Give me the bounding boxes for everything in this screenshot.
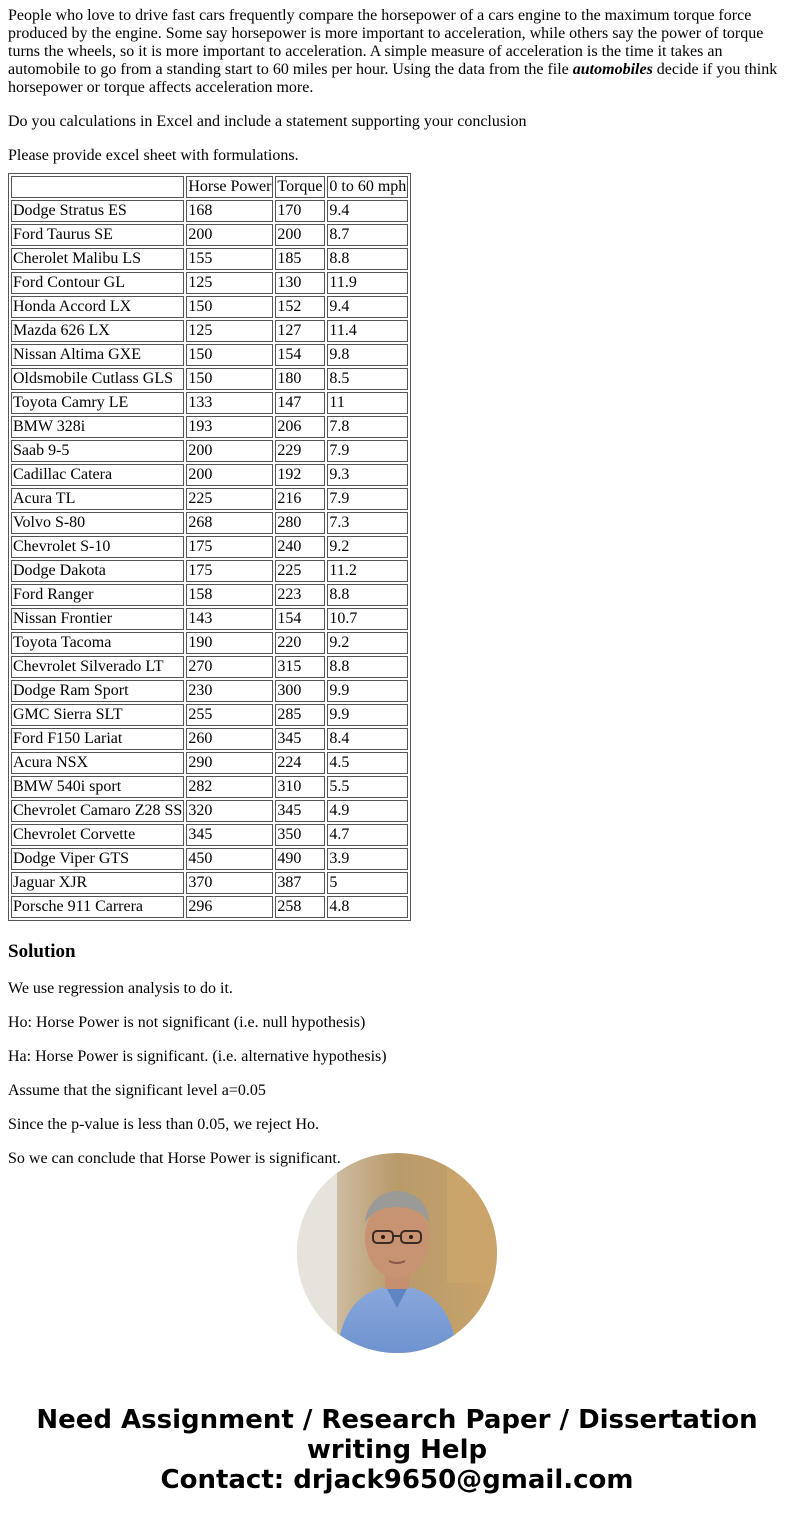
table-cell: 8.8 [327, 584, 408, 606]
table-cell: Dodge Viper GTS [11, 848, 184, 870]
table-cell: 7.9 [327, 440, 408, 462]
table-row [11, 752, 408, 774]
table-cell: 270 [186, 656, 273, 678]
avatar-portrait [297, 1153, 497, 1353]
table-cell: 9.9 [327, 704, 408, 726]
table-cell: 8.8 [327, 656, 408, 678]
table-cell: 175 [186, 560, 273, 582]
table-cell: 490 [275, 848, 325, 870]
table-cell: 133 [186, 392, 273, 414]
file-name: automobiles [572, 61, 653, 78]
table-row [11, 248, 408, 270]
table-cell: 260 [186, 728, 273, 750]
table-cell: 143 [186, 608, 273, 630]
table-cell: 7.8 [327, 416, 408, 438]
table-cell: 206 [275, 416, 325, 438]
table-cell: 150 [186, 368, 273, 390]
table-row [11, 392, 408, 414]
table-cell: Saab 9-5 [11, 440, 184, 462]
table-row [11, 368, 408, 390]
table-cell: 193 [186, 416, 273, 438]
intro-text-after: decide if you think horsepower or torque affects acceleration more. [8, 61, 778, 96]
table-row [11, 800, 408, 822]
table-cell: Jaguar XJR [11, 872, 184, 894]
table-cell: 268 [186, 512, 273, 534]
instruction-excel: Do you calculations in Excel and include a statement supporting your conclusion [8, 113, 527, 130]
table-row [11, 512, 408, 534]
table-cell: Dodge Dakota [11, 560, 184, 582]
table-cell: 255 [186, 704, 273, 726]
table-row [11, 344, 408, 366]
table-cell: 180 [275, 368, 325, 390]
table-cell: 8.4 [327, 728, 408, 750]
table-cell: 185 [275, 248, 325, 270]
footer-line: writing Help [306, 1435, 488, 1465]
table-cell: 11.4 [327, 320, 408, 342]
footer-line: Need Assignment / Research Paper / Dissertation [36, 1405, 758, 1435]
automobiles-table [8, 173, 411, 921]
table-row [11, 584, 408, 606]
table-cell: Honda Accord LX [11, 296, 184, 318]
solution-line: Ho: Horse Power is not significant (i.e. null hypothesis) [8, 1014, 366, 1031]
solution-line: Assume that the significant level a=0.05 [8, 1082, 266, 1099]
table-cell: 450 [186, 848, 273, 870]
table-cell: 9.2 [327, 536, 408, 558]
table-row [11, 776, 408, 798]
table-cell: 9.9 [327, 680, 408, 702]
table-cell: 4.5 [327, 752, 408, 774]
table-cell: 240 [275, 536, 325, 558]
table-cell: Chevrolet Corvette [11, 824, 184, 846]
table-cell: 8.7 [327, 224, 408, 246]
table-cell: 200 [186, 224, 273, 246]
table-cell: Toyota Tacoma [11, 632, 184, 654]
table-cell: 9.8 [327, 344, 408, 366]
footer-banner [0, 1405, 794, 1495]
table-cell: 190 [186, 632, 273, 654]
table-cell: 200 [275, 224, 325, 246]
table-cell: Chevrolet S-10 [11, 536, 184, 558]
table-row [11, 824, 408, 846]
table-cell: 4.8 [327, 896, 408, 918]
table-header-cell: Horse Power [186, 176, 273, 198]
table-cell: 11.2 [327, 560, 408, 582]
table-cell: 225 [275, 560, 325, 582]
table-row [11, 536, 408, 558]
table-cell: 296 [186, 896, 273, 918]
table-cell: 4.7 [327, 824, 408, 846]
table-cell: 224 [275, 752, 325, 774]
table-cell: 154 [275, 344, 325, 366]
solution-line: Since the p-value is less than 0.05, we reject Ho. [8, 1116, 320, 1133]
table-cell: 200 [186, 464, 273, 486]
table-row [11, 488, 408, 510]
table-header-cell [11, 176, 184, 198]
table-cell: 315 [275, 656, 325, 678]
table-row [11, 320, 408, 342]
table-cell: 216 [275, 488, 325, 510]
table-row [11, 224, 408, 246]
table-cell: 8.8 [327, 248, 408, 270]
table-cell: 158 [186, 584, 273, 606]
table-cell: Dodge Ram Sport [11, 680, 184, 702]
table-cell: Ford Taurus SE [11, 224, 184, 246]
table-cell: Oldsmobile Cutlass GLS [11, 368, 184, 390]
table-cell: 9.4 [327, 200, 408, 222]
table-cell: BMW 540i sport [11, 776, 184, 798]
table-cell: 175 [186, 536, 273, 558]
table-cell: 127 [275, 320, 325, 342]
table-cell: 9.4 [327, 296, 408, 318]
table-cell: 320 [186, 800, 273, 822]
table-cell: Toyota Camry LE [11, 392, 184, 414]
table-cell: 150 [186, 296, 273, 318]
table-cell: Ford Contour GL [11, 272, 184, 294]
table-cell: 5 [327, 872, 408, 894]
table-cell: 345 [275, 800, 325, 822]
table-cell: Chevrolet Silverado LT [11, 656, 184, 678]
table-cell: 225 [186, 488, 273, 510]
solution-line: So we can conclude that Horse Power is significant. [8, 1150, 341, 1167]
table-cell: 220 [275, 632, 325, 654]
table-cell: Volvo S-80 [11, 512, 184, 534]
table-cell: Mazda 626 LX [11, 320, 184, 342]
table-cell: 3.9 [327, 848, 408, 870]
table-row [11, 704, 408, 726]
table-row [11, 896, 408, 918]
table-row [11, 200, 408, 222]
table-cell: 200 [186, 440, 273, 462]
table-cell: 155 [186, 248, 273, 270]
table-cell: 280 [275, 512, 325, 534]
table-cell: 11.9 [327, 272, 408, 294]
footer-contact: Contact: drjack9650@gmail.com [160, 1465, 634, 1495]
table-cell: 310 [275, 776, 325, 798]
table-row [11, 848, 408, 870]
table-header-cell: 0 to 60 mph [327, 176, 408, 198]
table-cell: 125 [186, 320, 273, 342]
table-row [11, 872, 408, 894]
table-cell: 11 [327, 392, 408, 414]
table-cell: 285 [275, 704, 325, 726]
table-cell: Acura NSX [11, 752, 184, 774]
table-cell: 147 [275, 392, 325, 414]
table-cell: 350 [275, 824, 325, 846]
table-cell: 10.7 [327, 608, 408, 630]
table-cell: 230 [186, 680, 273, 702]
table-row [11, 464, 408, 486]
avatar [297, 1153, 497, 1353]
table-cell: 7.9 [327, 488, 408, 510]
table-cell: Dodge Stratus ES [11, 200, 184, 222]
table-row [11, 416, 408, 438]
document-body [8, 7, 786, 1184]
table-cell: GMC Sierra SLT [11, 704, 184, 726]
table-cell: 192 [275, 464, 325, 486]
table-row [11, 608, 408, 630]
instruction-sheet: Please provide excel sheet with formulations. [8, 147, 299, 164]
solution-line: Ha: Horse Power is significant. (i.e. alternative hypothesis) [8, 1048, 387, 1065]
table-cell: 282 [186, 776, 273, 798]
table-row [11, 632, 408, 654]
table-cell: Chevrolet Camaro Z28 SS [11, 800, 184, 822]
table-cell: 154 [275, 608, 325, 630]
table-row [11, 440, 408, 462]
table-cell: 5.5 [327, 776, 408, 798]
table-cell: 170 [275, 200, 325, 222]
table-cell: 345 [275, 728, 325, 750]
table-cell: Ford Ranger [11, 584, 184, 606]
table-header-row [11, 176, 408, 198]
table-cell: 9.2 [327, 632, 408, 654]
table-row [11, 728, 408, 750]
table-cell: Ford F150 Lariat [11, 728, 184, 750]
solution-heading: Solution [8, 941, 76, 962]
table-cell: BMW 328i [11, 416, 184, 438]
table-cell: 8.5 [327, 368, 408, 390]
table-row [11, 560, 408, 582]
table-cell: 4.9 [327, 800, 408, 822]
solution-line: We use regression analysis to do it. [8, 980, 233, 997]
table-cell: 130 [275, 272, 325, 294]
table-cell: Nissan Frontier [11, 608, 184, 630]
table-cell: 229 [275, 440, 325, 462]
table-cell: Acura TL [11, 488, 184, 510]
table-cell: 152 [275, 296, 325, 318]
table-cell: 258 [275, 896, 325, 918]
table-cell: Nissan Altima GXE [11, 344, 184, 366]
table-cell: 7.3 [327, 512, 408, 534]
table-cell: Cadillac Catera [11, 464, 184, 486]
table-cell: Cherolet Malibu LS [11, 248, 184, 270]
intro-text-before: People who love to drive fast cars frequently compare the horsepower of a cars engine to the maximum torque force produced by the engine. Some say horsepower is more important to acceleration, while others say the power of torque turns the wheels, so it is more important to acceleration. A simple measure of acceleration is the time it takes an automobile to go from a standing start to 60 miles per hour. Using the data from the file [8, 7, 764, 78]
table-cell: 387 [275, 872, 325, 894]
table-row [11, 680, 408, 702]
intro-paragraph [8, 7, 786, 97]
table-cell: Porsche 911 Carrera [11, 896, 184, 918]
table-cell: 125 [186, 272, 273, 294]
table-cell: 345 [186, 824, 273, 846]
table-header-cell: Torque [275, 176, 325, 198]
table-row [11, 296, 408, 318]
table-cell: 223 [275, 584, 325, 606]
table-cell: 370 [186, 872, 273, 894]
table-cell: 150 [186, 344, 273, 366]
table-row [11, 656, 408, 678]
table-cell: 9.3 [327, 464, 408, 486]
table-cell: 168 [186, 200, 273, 222]
table-cell: 290 [186, 752, 273, 774]
table-cell: 300 [275, 680, 325, 702]
table-row [11, 272, 408, 294]
